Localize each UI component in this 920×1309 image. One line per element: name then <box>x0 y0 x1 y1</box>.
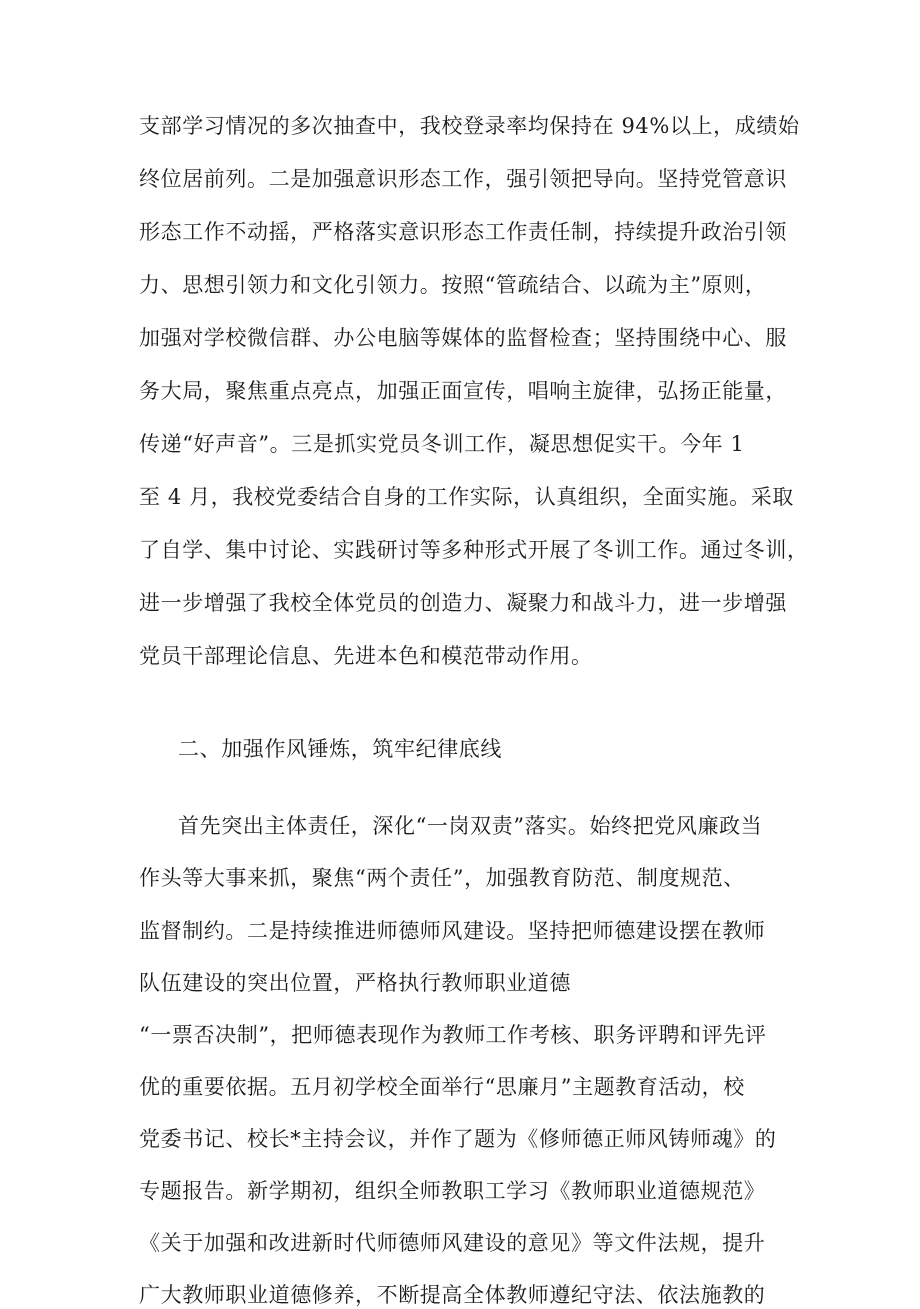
paragraph-line-9: 了自学、集中讨论、实践研讨等多种形式开展了冬训工作。通过冬训， <box>139 538 809 562</box>
paragraph-line-19: 专题报告。新学期初，组织全师教职工学习《教师职业道德规范》 <box>139 1179 766 1203</box>
paragraph-line-13: 作头等大事来抓，聚焦“两个责任”，加强教育防范、制度规范、 <box>139 866 745 890</box>
paragraph-line-4: 力、思想引领力和文化引领力。按照“管疏结合、以疏为主”原则， <box>139 273 767 297</box>
paragraph-line-16: “一票否决制”，把师德表现作为教师工作考核、职务评聘和评先评 <box>139 1023 767 1047</box>
paragraph-line-5: 加强对学校微信群、办公电脑等媒体的监督检查；坚持围绕中心、服 <box>139 326 787 350</box>
paragraph-line-7: 传递“好声音”。三是抓实党员冬训工作，凝思想促实干。今年 1 <box>139 432 745 456</box>
section-heading: 二、加强作风锤炼，筑牢纪律底线 <box>178 737 502 761</box>
paragraph-line-21: 广大教师职业道德修养，不断提高全体教师遵纪守法、依法施教的 <box>139 1283 766 1307</box>
paragraph-line-12: 首先突出主体责任，深化“一岗双责”落实。始终把党风廉政当 <box>178 814 763 838</box>
paragraph-line-18: 党委书记、校长*主持会议，并作了题为《修师德正师风铸师魂》的 <box>139 1127 777 1151</box>
paragraph-line-14: 监督制约。二是持续推进师德师风建设。坚持把师德建设摆在教师 <box>139 919 766 943</box>
paragraph-line-1: 支部学习情况的多次抽查中，我校登录率均保持在 94%以上，成绩始 <box>139 114 800 138</box>
paragraph-line-6: 务大局，聚焦重点亮点，加强正面宣传，唱响主旋律，弘扬正能量， <box>139 379 787 403</box>
paragraph-line-3: 形态工作不动摇，严格落实意识形态工作责任制，持续提升政治引领 <box>139 220 787 244</box>
paragraph-line-15: 队伍建设的突出位置，严格执行教师职业道德 <box>139 971 571 995</box>
paragraph-line-2: 终位居前列。二是加强意识形态工作，强引领把导向。坚持党管意识 <box>139 167 787 191</box>
paragraph-line-20: 《关于加强和改进新时代师德师风建设的意见》等文件法规，提升 <box>139 1231 766 1255</box>
paragraph-line-10: 进一步增强了我校全体党员的创造力、凝聚力和战斗力，进一步增强 <box>139 591 787 615</box>
paragraph-line-8: 至 4 月，我校党委结合自身的工作实际，认真组织，全面实施。采取 <box>139 485 794 509</box>
paragraph-line-17: 优的重要依据。五月初学校全面举行“思廉月”主题教育活动，校 <box>139 1075 745 1099</box>
paragraph-line-11: 党员干部理论信息、先进本色和模范带动作用。 <box>139 644 593 668</box>
